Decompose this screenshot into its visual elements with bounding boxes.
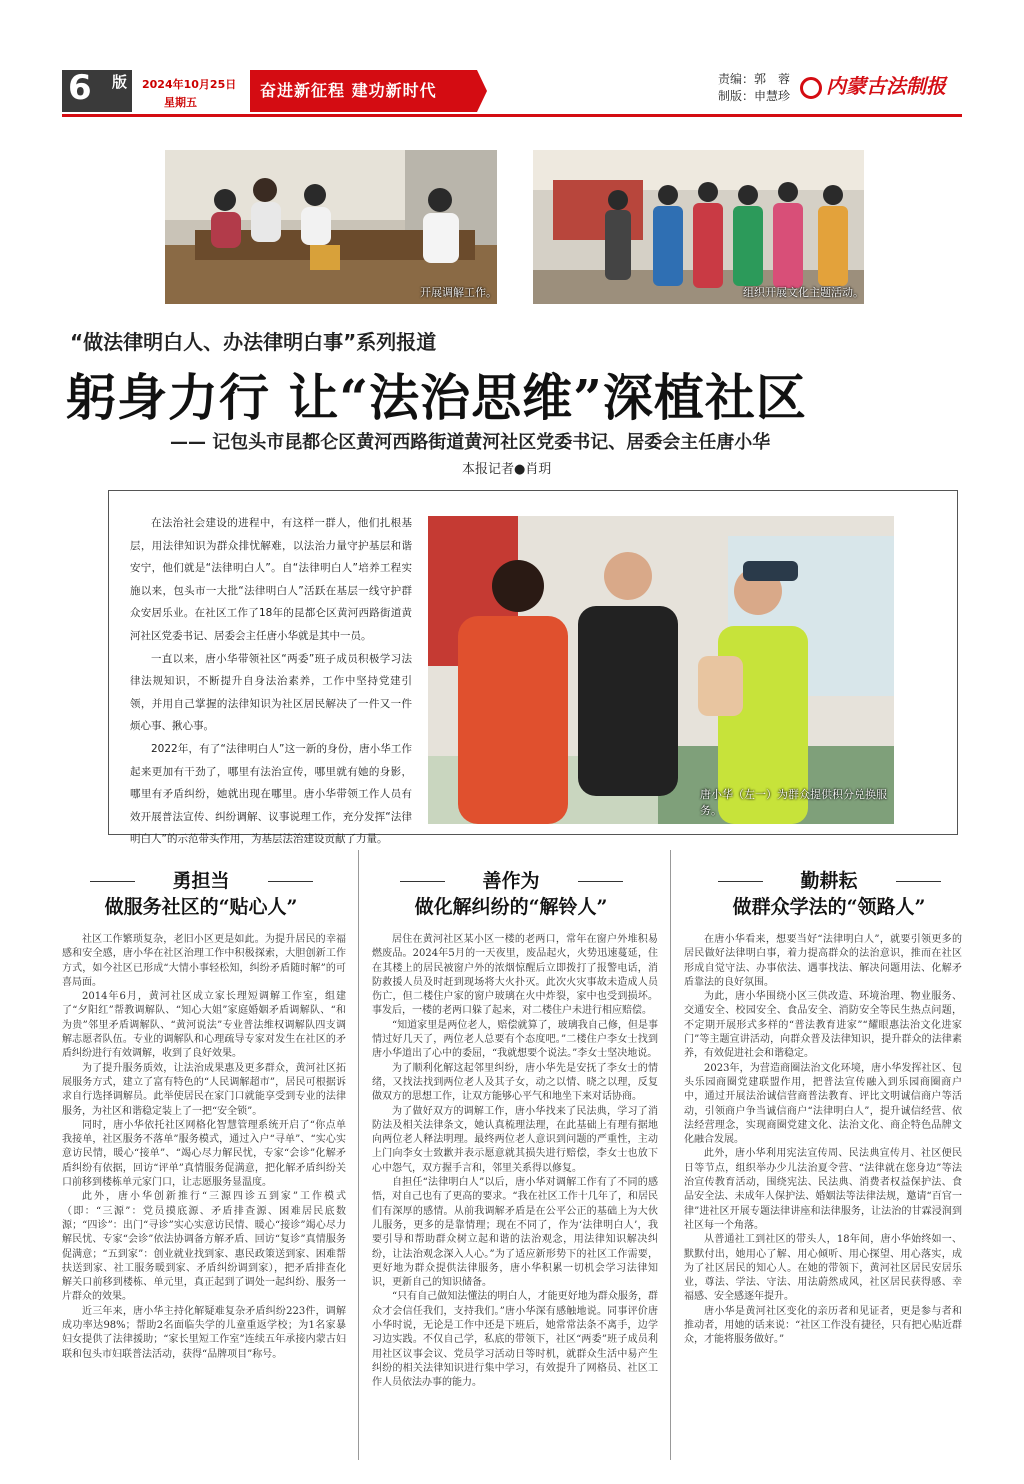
section-title-line: 勇担当 bbox=[172, 870, 230, 892]
body-paragraph: 在唐小华看来，想要当好“法律明白人”，就要引领更多的居民做好法律明白事，着力提高群众的法治意识，推而在社区形成自觉守法、办事依法、遇事找法、解决问题用法、化解矛盾靠法的良好氛围。 bbox=[684, 934, 962, 988]
headline: 躬身力行 让“法治思维”深植社区 bbox=[66, 368, 807, 427]
header-rule bbox=[62, 114, 962, 117]
title-rule bbox=[578, 881, 623, 882]
body-paragraph: 近三年来，唐小华主持化解疑难复杂矛盾纠纷223件，调解成功率达98%；帮助2名面临失学的儿童重返学校；为1名家暴妇女提供了法律援助；“家长里短工作室”连续五年承接内蒙古妇联和包头市妇联普法活动，获得“品牌项目”称号。 bbox=[62, 1305, 346, 1360]
body-paragraph: 居住在黄河社区某小区一楼的老两口，常年在窗户外堆积易燃废品。2024年5月的一天夜里，废品起火，火势迅速蔓延，住在其楼上的居民被窗户外的浓烟惊醒后立即拨打了报警电话，消防救援人员及时赶到现场将大火扑灭。此次火灾事故未造成人员伤亡，但二楼住户家的窗户玻璃在火中炸裂，家中也受到损坏。事发后，一楼的老两口躲了起来，对二楼住户未进行相应赔偿。 bbox=[372, 934, 658, 1017]
body-paragraph: 此外，唐小华创新推行“三源四诊五到家”工作模式（即：“三源”：党员摸底源、矛盾排查源、困难居民底数源；“四诊”：出门“寻诊”实心实意访民情、暖心“接诊”竭心尽力解民忧、专家“会诊”依法协调备方解矛盾、回访“复诊”真情服务促满意；“五到家”：创业就业找到家、惠民政策送到家、困难帮扶送到家、社工服务暖到家、矛盾纠纷调到家），把矛盾排查化解关口前移到楼栋、单元里，真正起到了调处一起纠纷、服务一片群众的效果。 bbox=[62, 1191, 346, 1303]
producer-credit: 制版：申慧珍 bbox=[718, 89, 791, 103]
photo-caption: 组织开展文化主题活动。 bbox=[743, 286, 864, 299]
photo-mediation-image bbox=[165, 150, 497, 304]
newspaper-logo bbox=[800, 70, 960, 102]
column-divider bbox=[670, 850, 671, 1460]
title-rule bbox=[268, 881, 313, 882]
issue-weekday: 星期五 bbox=[164, 96, 197, 109]
body-paragraph: 为了做好双方的调解工作，唐小华找来了民法典，学习了消防法及相关法律条文，她认真梳理法理，在此基础上有理有据地向两位老人释法明理。最终两位老人意识到问题的严重性，主动上门向李女士致歉并表示愿意就其损失进行赔偿，李女士也放下心中怨气，双方握手言和，邻里关系得以修复。 bbox=[372, 1105, 658, 1174]
logo-mark-icon bbox=[800, 77, 822, 99]
photo-points-exchange bbox=[428, 516, 894, 824]
section-title-line: 做化解纠纷的“解铃人” bbox=[414, 896, 608, 918]
body-paragraph: 此外，唐小华利用宪法宣传周、民法典宣传月、社区便民日等节点，组织举办少儿法治夏令营、“法律就在您身边”等法治宣传教育活动，围绕宪法、民法典、消费者权益保护法、食品安全法、未成年人保护法、婚姻法等法律法规，邀请“百官一律”进社区开展专题法律讲座和法律服务，让法治的甘霖浸润到社区每一个角落。 bbox=[684, 1148, 962, 1231]
section-title-3 bbox=[690, 868, 968, 920]
column-divider bbox=[358, 850, 359, 1460]
body-paragraph: 2023年，为营造商圈法治文化环境，唐小华发挥社区、包头乐园商圈党建联盟作用，把普法宣传融入到乐园商圈商户中，通过开展法治诚信营商普法教育、评比文明诚信商户等活动，引领商户争当诚信商户“法律明白人”，提升诚信经营、依法经营理念，实现商圈党建文化、法治文化、商企特色品牌文化融合发展。 bbox=[684, 1062, 962, 1146]
intro-text bbox=[130, 512, 412, 851]
body-paragraph: 为了顺利化解这起邻里纠纷，唐小华先是安抚了李女士的情绪，又找法找到两位老人及其子女，动之以情、晓之以理，反复做双方的思想工作，让双方能够心平气和地坐下来对话协商。 bbox=[372, 1062, 658, 1103]
subheadline: —— 记包头市昆都仑区黄河西路街道黄河社区党委书记、居委会主任唐小华 bbox=[170, 432, 771, 453]
column-1 bbox=[62, 933, 346, 1362]
section-title-1 bbox=[62, 868, 340, 920]
photo-main-image bbox=[428, 516, 894, 824]
editor-credit: 责编：郭 蓉 bbox=[718, 72, 791, 86]
body-paragraph: “只有自己做知法懂法的明白人，才能更好地为群众服务，群众才会信任我们，支持我们。”唐小华深有感触地说。同事评价唐小华时说，无论是工作中还是下班后，她常常法条不离手，边学习边实践。不仅自己学，私底的带领下，社区“两委”班子成员利用社区议事会议、党员学习活动日等时机，就群众生活中易产生纠纷的相关法律知识进行集中学习，有效提升了网格员、社区工作人员依法办事的能力。 bbox=[372, 1291, 658, 1389]
page-suffix: 版 bbox=[112, 73, 128, 91]
body-paragraph: 为了提升服务质效，让法治成果惠及更多群众，黄河社区拓展服务方式，建立了富有特色的“人民调解超市”，居民可根据诉求自行选择调解员。此举使居民在家门口就能享受到专业的法律服务，为社区和谐稳定装上了一把“安全锁”。 bbox=[62, 1062, 346, 1117]
body-paragraph: 自担任“法律明白人”以后，唐小华对调解工作有了不同的感悟，对自己也有了更高的要求。“我在社区工作十几年了，和居民们有深厚的感情。从前我调解矛盾是在公平公正的基础上为大伙儿服务，更多的是靠情理；现在不同了，作为‘法律明白人’，我要引导和帮助群众树立起和谐的法治观念，用法律知识解决纠纷，让法治观念深入人心。”为了适应新形势下的社区工作需要，更好地为群众提供法律服务，唐小华积累一切机会学习法律知识，更新自己的知识储备。 bbox=[372, 1177, 658, 1289]
body-paragraph: 从普通社工到社区的带头人，18年间，唐小华始终如一、默默付出，她用心了解、用心倾听、用心探望、用心落实，成为了社区居民的知心人。在她的带领下，黄河社区居民安居乐业，尊法、学法、守法、用法蔚然成风，社区居民获得感、幸福感、安全感逐年提升。 bbox=[684, 1234, 962, 1303]
series-heading: “做法律明白人、办法律明白事”系列报道 bbox=[70, 330, 437, 354]
logo-text: 内蒙古法制报 bbox=[826, 74, 946, 98]
body-paragraph: 为此，唐小华围绕小区三供改造、环境治理、物业服务、交通安全、校园安全、食品安全、消防安全等民生热点问题，不定期开展形式多样的“普法教育进家”“耀眼惠法治文化进家门”等主题宣讲活动，向群众普及法律知识，提升群众的法律素养，有效促进社会和谐稳定。 bbox=[684, 991, 962, 1060]
title-rule bbox=[896, 881, 941, 882]
body-paragraph: 2014年6月，黄河社区成立家长理短调解工作室，组建了“夕阳红”帮教调解队、“知心大姐”家庭婚姻矛盾调解队、“和为贵”邻里矛盾调解队、“黄河说法”专业普法维权调解队四支调解志愿者队伍。专业的调解队和心理疏导专家对发生在社区的矛盾纠纷进行有效调解，收到了良好效果。 bbox=[62, 991, 346, 1060]
section-title-2 bbox=[372, 868, 650, 920]
title-rule bbox=[400, 881, 445, 882]
photo-caption: 开展调解工作。 bbox=[420, 286, 497, 299]
photo-mediation bbox=[165, 150, 497, 304]
column-2 bbox=[372, 933, 658, 1391]
body-paragraph: 唐小华是黄河社区变化的亲历者和见证者，更是参与者和推动者，用她的话来说：“社区工作没有捷径，只有把心贴近群众，才能将服务做好。” bbox=[684, 1305, 962, 1346]
photo-caption: 唐小华（左一）为群众提供积分兑换服务。 bbox=[700, 788, 887, 817]
intro-paragraph: 在法治社会建设的进程中，有这样一群人，他们扎根基层，用法律知识为群众排忧解难，以法治力量守护基层和谐安宁，他们就是“法律明白人”。自“法律明白人”培养工程实施以来，包头市一大批“法律明白人”活跃在基层一线守护群众安居乐业。在社区工作了18年的昆都仑区黄河西路街道黄河社区党委书记、居委会主任唐小华就是其中一员。 bbox=[130, 517, 412, 642]
intro-paragraph: 一直以来，唐小华带领社区“两委”班子成员积极学习法律法规知识，不断提升自身法治素养，工作中坚持党建引领，并用自己掌握的法律知识为社区居民解决了一件又一件烦心事、揪心事。 bbox=[130, 652, 412, 733]
section-title-line: 勤耕耘 bbox=[800, 870, 858, 892]
body-paragraph: 同时，唐小华依托社区网格化智慧管理系统开启了“你点单我接单，社区服务不落单”服务模式，通过入户“寻单”、“实心实意访民情，暖心“接单”、“竭心尽力解民忧，专家“会诊”化解矛盾纠纷有依据，回访“评单”真情服务促满意，把化解矛盾纠纷关口前移到楼栋单元家门口，让志愿服务显温度。 bbox=[62, 1119, 346, 1189]
title-rule bbox=[718, 881, 763, 882]
section-title-line: 善作为 bbox=[482, 870, 540, 892]
section-title-line: 做群众学法的“领路人” bbox=[732, 896, 926, 918]
issue-date: 2024年10月25日 bbox=[142, 78, 237, 91]
byline: 本报记者●肖玥 bbox=[462, 462, 552, 477]
body-paragraph: 社区工作繁琐复杂，老旧小区更是如此。为提升居民的幸福感和安全感，唐小华在社区治理工作中积极探索，大胆创新工作方式，如今社区已形成“大情小事轻松知，纠纷矛盾随时解”的可喜局面。 bbox=[62, 934, 346, 988]
slogan-banner: 奋进新征程 建功新时代 bbox=[250, 70, 477, 112]
photo-culture-activity bbox=[533, 150, 864, 304]
title-rule bbox=[90, 881, 135, 882]
page-number: 6 bbox=[68, 68, 92, 108]
body-paragraph: “知道家里是两位老人，赔偿就算了，玻璃我自己修，但是事情过好几天了，两位老人总要有个态度吧。”二楼住户李女士找到唐小华道出了心中的委屈，“我就想要个说法。”李女士坚决地说。 bbox=[372, 1019, 658, 1060]
photo-culture-image bbox=[533, 150, 864, 304]
section-title-line: 做服务社区的“贴心人” bbox=[104, 896, 298, 918]
column-3 bbox=[684, 933, 962, 1348]
intro-paragraph: 2022年，有了“法律明白人”这一新的身份，唐小华工作起来更加有干劲了，哪里有法治宣传，哪里就有她的身影，哪里有矛盾纠纷，她就出现在哪里。唐小华带领工作人员有效开展普法宣传、纠纷调解、议事说理工作，充分发挥“法律明白人”的示范带头作用，为基层法治建设贡献了力量。 bbox=[130, 742, 412, 846]
